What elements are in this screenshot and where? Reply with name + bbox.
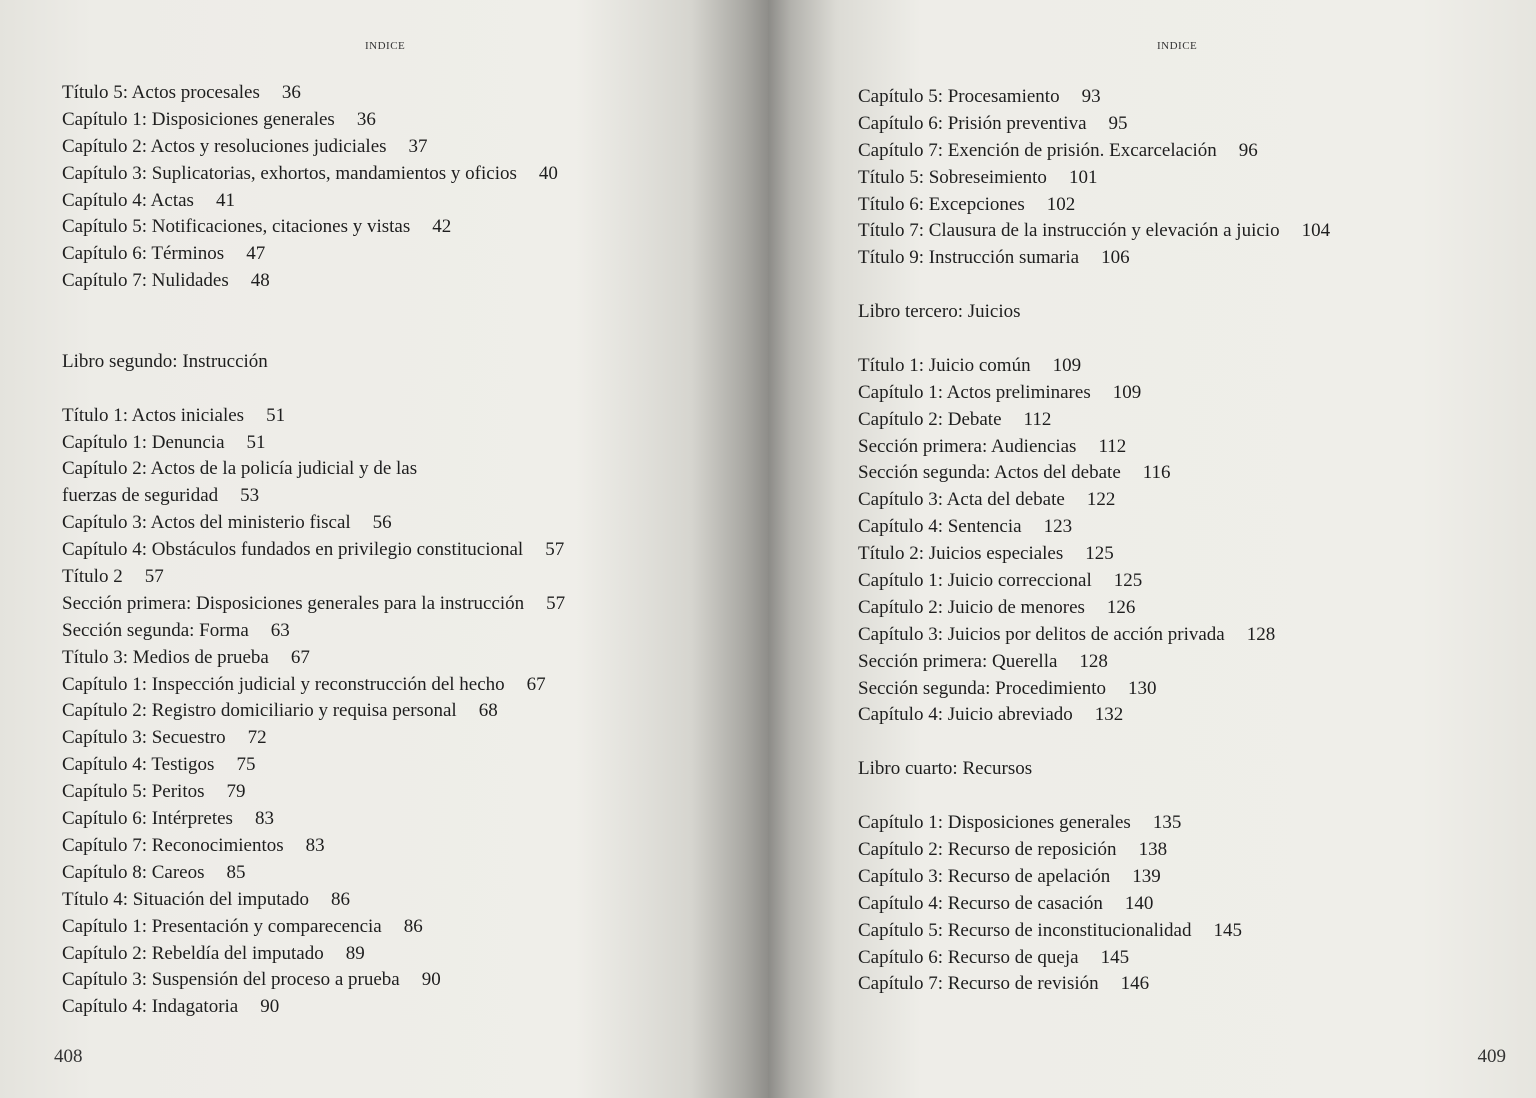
toc-entry-title: Capítulo 4: Recurso de casación (858, 892, 1103, 914)
toc-entry-page: 75 (236, 754, 256, 776)
table-of-contents (858, 84, 1498, 998)
toc-entry-page: 83 (254, 808, 274, 830)
toc-entry-title: Libro segundo: Instrucción (62, 350, 268, 372)
toc-entry-page: 51 (246, 431, 266, 453)
toc-entry-title: Libro tercero: Juicios (858, 301, 1021, 323)
toc-entry-page: 112 (1098, 435, 1127, 457)
toc-entry-page: 128 (1246, 623, 1276, 645)
toc-entry (858, 702, 1498, 729)
toc-entry-page: 37 (408, 135, 428, 157)
toc-entry (858, 245, 1498, 272)
toc-entry (858, 756, 1498, 783)
toc-entry (62, 860, 682, 887)
toc-entry-page: 90 (421, 969, 441, 991)
toc-entry-page: 57 (546, 592, 566, 614)
toc-entry-title: Título 5: Sobreseimiento (858, 166, 1047, 188)
toc-entry (62, 241, 682, 268)
toc-spacer (62, 376, 682, 403)
toc-entry-page: 140 (1124, 892, 1154, 914)
toc-entry-page: 122 (1086, 489, 1116, 511)
toc-entry (62, 537, 682, 564)
toc-entry-title: Sección segunda: Forma (62, 619, 249, 641)
toc-entry-page: 101 (1068, 166, 1098, 188)
toc-entry-page: 135 (1152, 812, 1182, 834)
toc-entry-title: Capítulo 1: Inspección judicial y reconstrucción del hecho (62, 673, 505, 695)
toc-spacer (858, 272, 1498, 299)
toc-entry-title: Capítulo 1: Denuncia (62, 431, 225, 453)
toc-entry (858, 649, 1498, 676)
toc-entry-title: Libro cuarto: Recursos (858, 758, 1033, 780)
toc-entry-title: Título 1: Actos iniciales (62, 404, 245, 426)
toc-entry (858, 380, 1498, 407)
toc-entry-title: Capítulo 1: Juicio correccional (858, 570, 1092, 592)
toc-entry-page: 145 (1213, 919, 1242, 941)
toc-entry (62, 752, 682, 779)
toc-entry-page: 67 (290, 646, 310, 668)
toc-entry (62, 591, 682, 618)
toc-entry-title: Capítulo 4: Sentencia (858, 516, 1022, 538)
toc-entry-title: Capítulo 6: Términos (62, 243, 225, 265)
toc-entry (858, 541, 1498, 568)
toc-entry-page: 47 (246, 243, 266, 265)
toc-entry-title: Título 4: Situación del imputado (62, 888, 309, 910)
toc-entry (62, 483, 682, 510)
toc-entry-title: Capítulo 6: Prisión preventiva (858, 112, 1087, 134)
toc-entry (62, 645, 682, 672)
toc-entry-title: Capítulo 7: Recurso de revisión (858, 973, 1099, 995)
toc-entry-title: Capítulo 5: Procesamiento (858, 86, 1060, 107)
toc-entry-page: 57 (545, 539, 565, 561)
toc-entry-title: Título 3: Medios de prueba (62, 646, 269, 668)
toc-entry-title: Título 2: Juicios especiales (858, 543, 1064, 565)
toc-entry-page: 57 (144, 566, 164, 588)
toc-entry-title: Capítulo 8: Careos (62, 861, 205, 883)
toc-entry-title: Título 6: Excepciones (858, 193, 1025, 215)
toc-entry-title: Sección segunda: Procedimiento (858, 677, 1106, 699)
toc-entry-title: Sección primera: Disposiciones generales para la instrucción (62, 592, 525, 614)
toc-entry-title: Capítulo 2: Recurso de reposición (858, 838, 1117, 860)
toc-entry (62, 806, 682, 833)
toc-entry-title: Capítulo 2: Registro domiciliario y requisa personal (62, 700, 457, 722)
toc-entry-page: 53 (240, 485, 260, 507)
page-number: 408 (54, 1046, 83, 1067)
toc-entry-title: Capítulo 4: Testigos (62, 754, 215, 776)
toc-entry (62, 134, 682, 161)
toc-entry-title: Sección primera: Querella (858, 650, 1058, 672)
toc-entry-page: 95 (1108, 112, 1128, 134)
toc-entry-title: Capítulo 2: Actos y resoluciones judiciales (62, 135, 387, 157)
toc-entry-title: Sección segunda: Actos del debate (858, 462, 1121, 484)
toc-entry-title: Capítulo 2: Juicio de menores (858, 596, 1085, 618)
toc-entry-page: 123 (1043, 516, 1073, 538)
toc-entry (858, 622, 1498, 649)
toc-entry-page: 36 (281, 82, 301, 103)
toc-entry-title: Capítulo 6: Recurso de queja (858, 946, 1079, 968)
toc-entry-page: 125 (1085, 543, 1114, 565)
toc-entry (62, 268, 682, 295)
toc-entry-page: 132 (1094, 704, 1124, 726)
toc-entry-title: Capítulo 5: Recurso de inconstitucionalidad (858, 919, 1192, 941)
toc-entry-title: Capítulo 1: Actos preliminares (858, 381, 1091, 403)
toc-entry-page: 109 (1052, 354, 1082, 376)
toc-entry (858, 407, 1498, 434)
toc-entry-page: 106 (1101, 247, 1130, 269)
toc-entry (62, 725, 682, 752)
toc-entry-page: 139 (1132, 865, 1161, 887)
toc-entry-page: 125 (1113, 570, 1143, 592)
toc-entry-page: 51 (266, 404, 286, 426)
toc-entry (62, 188, 682, 215)
toc-entry (858, 864, 1498, 891)
table-of-contents (62, 80, 682, 1021)
toc-entry (858, 353, 1498, 380)
toc-entry-title: Capítulo 1: Disposiciones generales (62, 108, 335, 130)
toc-entry (62, 214, 682, 241)
toc-entry-title: Capítulo 4: Juicio abreviado (858, 704, 1073, 726)
toc-entry (858, 837, 1498, 864)
toc-entry-page: 63 (270, 619, 290, 641)
toc-entry-title: Capítulo 5: Notificaciones, citaciones y vistas (62, 216, 411, 238)
toc-entry-page: 90 (260, 996, 280, 1018)
toc-entry-page: 102 (1046, 193, 1076, 215)
toc-entry-page: 85 (226, 861, 246, 883)
toc-entry (62, 779, 682, 806)
toc-entry (858, 676, 1498, 703)
toc-entry (858, 165, 1498, 192)
right-page (768, 0, 1536, 1098)
toc-entry-title: Capítulo 5: Peritos (62, 781, 205, 803)
toc-entry (858, 487, 1498, 514)
toc-entry-title: Capítulo 3: Suspensión del proceso a prueba (62, 969, 400, 991)
toc-entry-title: Título 5: Actos procesales (62, 82, 260, 103)
toc-entry (62, 698, 682, 725)
toc-spacer (858, 783, 1498, 810)
toc-entry (858, 218, 1498, 245)
toc-entry-title: Título 7: Clausura de la instrucción y elevación a juicio (858, 220, 1280, 242)
toc-entry-title: Capítulo 4: Obstáculos fundados en privilegio constitucional (62, 539, 524, 561)
toc-entry-title: Capítulo 3: Juicios por delitos de acción privada (858, 623, 1225, 645)
toc-entry (858, 514, 1498, 541)
toc-entry-title: Capítulo 7: Reconocimientos (62, 834, 284, 856)
toc-entry-page: 86 (330, 888, 350, 910)
toc-entry (62, 510, 682, 537)
toc-entry-title: Capítulo 7: Exención de prisión. Excarcelación (858, 139, 1217, 161)
toc-entry (62, 107, 682, 134)
toc-entry-page: 130 (1128, 677, 1157, 699)
toc-entry (62, 161, 682, 188)
toc-entry-page: 48 (250, 270, 270, 292)
toc-entry-page: 72 (247, 727, 267, 749)
running-head: INDICE (365, 40, 406, 52)
running-head: INDICE (1157, 40, 1198, 52)
toc-entry-page: 109 (1112, 381, 1142, 403)
toc-entry-page: 126 (1106, 596, 1136, 618)
toc-entry-page: 56 (372, 512, 392, 534)
toc-entry (62, 456, 682, 483)
toc-entry-title: Capítulo 3: Actos del ministerio fiscal (62, 512, 351, 534)
toc-entry-title: Capítulo 6: Intérpretes (62, 808, 233, 830)
toc-entry-title: Capítulo 1: Presentación y comparecencia (62, 915, 382, 937)
toc-entry (62, 80, 682, 107)
toc-entry-page: 104 (1301, 220, 1331, 242)
toc-entry (62, 564, 682, 591)
toc-entry-title: Capítulo 2: Debate (858, 408, 1002, 430)
toc-entry-page: 112 (1023, 408, 1052, 430)
toc-entry-title: Capítulo 7: Nulidades (62, 270, 229, 292)
toc-entry (858, 138, 1498, 165)
toc-entry-page: 42 (432, 216, 452, 238)
toc-entry-page: 79 (226, 781, 246, 803)
toc-entry-title: Capítulo 2: Actos de la policía judicial y de las (62, 458, 418, 480)
toc-entry (62, 941, 682, 968)
toc-entry (62, 349, 682, 376)
toc-entry-title: Título 9: Instrucción sumaria (858, 247, 1080, 269)
toc-entry-page: 93 (1081, 86, 1101, 107)
toc-entry-page: 138 (1138, 838, 1168, 860)
toc-spacer (62, 295, 682, 322)
toc-entry-title: Sección primera: Audiencias (858, 435, 1077, 457)
toc-entry (858, 460, 1498, 487)
page-number: 409 (1477, 1046, 1506, 1067)
toc-entry-page: 146 (1120, 973, 1150, 995)
toc-entry (858, 595, 1498, 622)
toc-entry (858, 299, 1498, 326)
toc-entry-page: 41 (215, 189, 235, 211)
toc-entry (858, 918, 1498, 945)
toc-entry-page: 89 (345, 942, 365, 964)
toc-entry (858, 568, 1498, 595)
toc-entry-page: 116 (1142, 462, 1171, 484)
toc-entry (858, 810, 1498, 837)
toc-entry-page: 68 (478, 700, 498, 722)
toc-entry-title: Capítulo 4: Actas (62, 189, 194, 211)
toc-entry-title: Título 2 (62, 566, 123, 588)
toc-spacer (858, 729, 1498, 756)
toc-entry (62, 887, 682, 914)
toc-entry-page: 128 (1079, 650, 1108, 672)
toc-entry (858, 84, 1498, 111)
toc-entry (858, 971, 1498, 998)
toc-entry (62, 618, 682, 645)
toc-spacer (62, 322, 682, 349)
toc-entry (62, 672, 682, 699)
toc-entry-title: Capítulo 3: Recurso de apelación (858, 865, 1111, 887)
toc-entry-page: 83 (305, 834, 325, 856)
toc-entry-title: Capítulo 1: Disposiciones generales (858, 812, 1131, 834)
toc-entry-page: 40 (538, 162, 558, 184)
toc-entry (62, 430, 682, 457)
toc-entry (62, 994, 682, 1021)
toc-entry-title: Capítulo 3: Acta del debate (858, 489, 1065, 511)
toc-entry (62, 403, 682, 430)
toc-entry-page: 36 (356, 108, 376, 130)
toc-entry-title: fuerzas de seguridad (62, 485, 219, 507)
toc-entry-page: 96 (1238, 139, 1258, 161)
toc-entry-page: 86 (403, 915, 423, 937)
toc-entry (858, 891, 1498, 918)
toc-entry-title: Capítulo 3: Suplicatorias, exhortos, mandamientos y oficios (62, 162, 517, 184)
toc-entry-page: 145 (1100, 946, 1130, 968)
toc-spacer (858, 326, 1498, 353)
toc-entry-title: Capítulo 4: Indagatoria (62, 996, 239, 1018)
toc-entry (62, 914, 682, 941)
toc-entry (858, 945, 1498, 972)
toc-entry-title: Capítulo 3: Secuestro (62, 727, 226, 749)
toc-entry (858, 111, 1498, 138)
toc-entry-title: Capítulo 2: Rebeldía del imputado (62, 942, 324, 964)
toc-entry (62, 967, 682, 994)
toc-entry (858, 192, 1498, 219)
toc-entry-page: 67 (526, 673, 546, 695)
toc-entry (858, 434, 1498, 461)
toc-entry (62, 833, 682, 860)
toc-entry-title: Título 1: Juicio común (858, 354, 1031, 376)
